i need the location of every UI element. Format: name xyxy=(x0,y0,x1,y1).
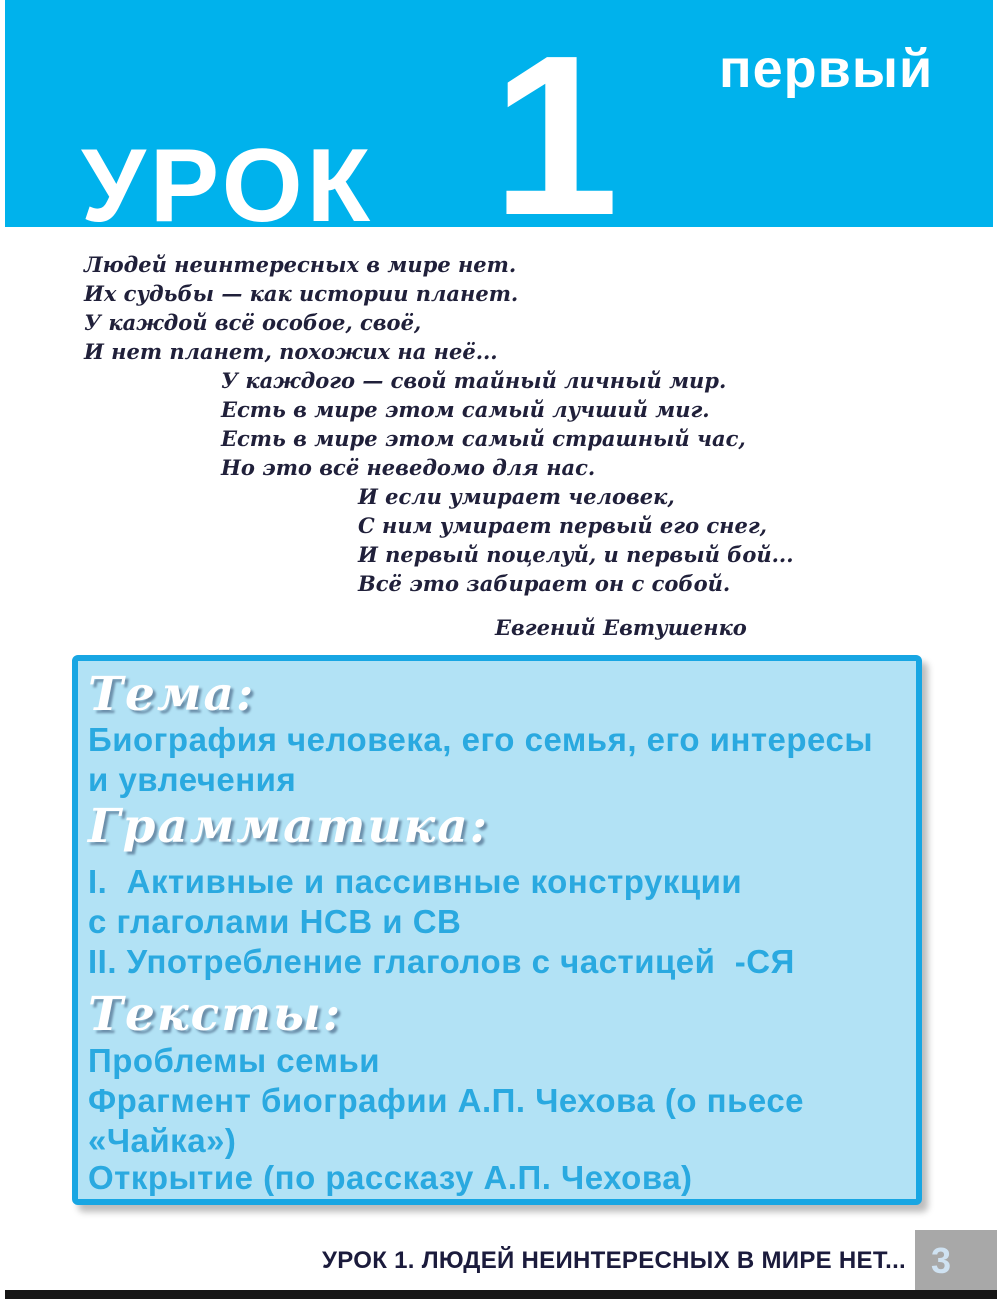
poem-line: У каждой всё особое, своё, xyxy=(84,310,422,335)
lesson-word: УРОК xyxy=(81,128,375,244)
grammar-line: II. Употребление глаголов с частицей -СЯ xyxy=(88,943,795,980)
grammar-line: I. Активные и пассивные конструкции xyxy=(88,863,743,900)
texts-heading: Тексты: xyxy=(88,987,343,1042)
texts-line: «Чайка») xyxy=(88,1122,237,1159)
poem-stanza-2 xyxy=(221,366,746,482)
poem-line: И нет планет, похожих на неё... xyxy=(84,339,498,364)
poem-line: Всё это забирает он с собой. xyxy=(358,571,731,596)
theme-line: и увлечения xyxy=(88,761,297,798)
lesson-number-name: первый xyxy=(719,39,934,99)
poem-line: Их судьбы — как истории планет. xyxy=(84,281,519,306)
lesson-overview-box xyxy=(72,655,922,1205)
poem-line: У каждого — свой тайный личный мир. xyxy=(221,368,727,393)
lesson-number: 1 xyxy=(492,9,619,263)
poem-line: С ним умирает первый его снег, xyxy=(358,513,767,538)
poem-stanza-1 xyxy=(84,250,518,366)
bottom-rule xyxy=(5,1290,997,1299)
poem-line: Людей неинтересных в мире нет. xyxy=(84,252,517,277)
page-number: 3 xyxy=(931,1240,952,1281)
poem-line: Есть в мире этом самый лучший миг. xyxy=(221,397,710,422)
texts-line: Открытие (по рассказу А.П. Чехова) xyxy=(88,1159,693,1196)
texts-line: Фрагмент биографии А.П. Чехова (о пьесе xyxy=(88,1082,805,1119)
grammar-line: с глаголами НСВ и СВ xyxy=(88,903,462,940)
poem-stanza-3 xyxy=(358,482,794,598)
poem-author: Евгений Евтушенко xyxy=(495,615,747,640)
theme-heading: Тема: xyxy=(88,667,256,722)
poem-line: И первый поцелуй, и первый бой... xyxy=(358,542,794,567)
poem-line: Но это всё неведомо для нас. xyxy=(221,455,596,480)
lesson-banner xyxy=(5,0,993,263)
theme-line: Биография человека, его семья, его интересы xyxy=(88,721,873,758)
grammar-heading: Грамматика: xyxy=(88,799,490,854)
poem-line: Есть в мире этом самый страшный час, xyxy=(221,426,746,451)
page-number-tab xyxy=(915,1230,997,1292)
texts-line: Проблемы семьи xyxy=(88,1042,381,1079)
running-title: УРОК 1. ЛЮДЕЙ НЕИНТЕРЕСНЫХ В МИРЕ НЕТ... xyxy=(322,1247,906,1274)
poem-line: И если умирает человек, xyxy=(358,484,675,509)
